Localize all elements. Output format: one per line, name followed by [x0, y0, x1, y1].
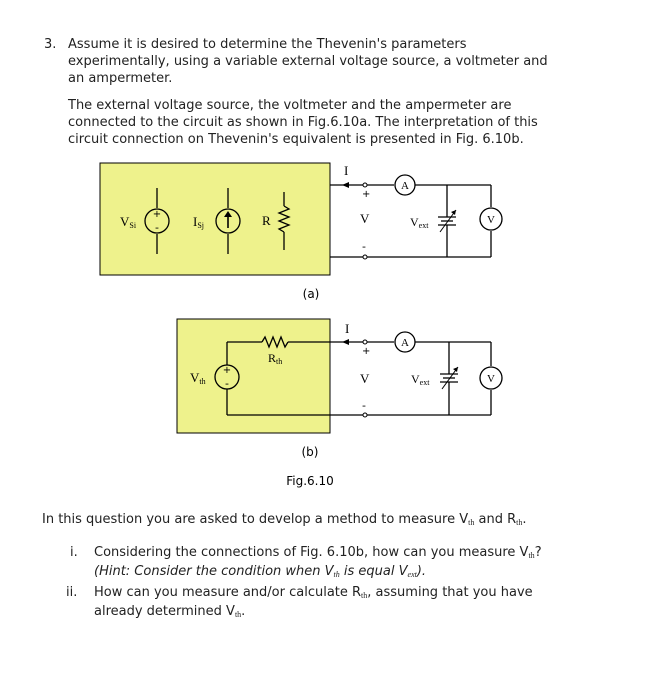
current-label-a: I	[344, 163, 349, 178]
figure-b-circuit	[0, 310, 654, 490]
circuit-box-b	[177, 319, 330, 433]
svg-text:+: +	[152, 209, 162, 220]
item-i-hint: (Hint: Consider the condition when $V_{th}$ is equal $V_{ext}$).	[94, 564, 427, 579]
svg-text:A: A	[401, 337, 409, 349]
circuit-box-a	[100, 163, 330, 275]
svg-text:-: -	[225, 377, 229, 390]
question-line-1: Assume it is desired to determine the Thevenin's parameters	[68, 37, 467, 52]
vsi-label: VSi	[120, 214, 137, 230]
paragraph-2-line-2: connected to the circuit as shown in Fig.6.10a. The interpretation of this	[68, 115, 538, 130]
current-label-b: I	[345, 321, 350, 336]
item-i-number: i.	[70, 545, 78, 560]
paragraph-2-line-1: The external voltage source, the voltmeter and the ampermeter are	[68, 98, 512, 113]
caption-a: (a)	[302, 287, 320, 301]
svg-text:-: -	[362, 240, 366, 253]
figure-caption: Fig.6.10	[286, 474, 334, 488]
svg-text:V: V	[487, 214, 495, 226]
svg-text:V: V	[487, 373, 495, 385]
svg-text:+: +	[362, 189, 371, 200]
question-number: 3.	[44, 37, 57, 52]
voltage-label-b: V	[360, 371, 370, 386]
svg-text:-: -	[362, 399, 366, 412]
svg-text:+: +	[222, 365, 232, 376]
task-intro: In this question you are asked to develop a method to measure $V_{th}$ and $R_{th}$.	[42, 512, 527, 527]
vext-label-a: Vext	[410, 215, 429, 230]
svg-text:A: A	[401, 180, 409, 192]
r-label: R	[262, 213, 271, 228]
vext-label-b: Vext	[411, 372, 430, 387]
voltage-label-a: V	[360, 211, 370, 226]
question-line-3: an ampermeter.	[68, 71, 173, 86]
item-ii-text-2: already determined $V_{th}$.	[94, 604, 246, 619]
item-i-text: Considering the connections of Fig. 6.10b, how can you measure $V_{th}$?	[94, 545, 542, 560]
svg-text:-: -	[155, 221, 159, 234]
rth-label: Rth	[268, 351, 283, 366]
vth-label: Vth	[190, 370, 206, 386]
question-line-2: experimentally, using a variable external voltage source, a voltmeter and	[68, 54, 548, 69]
isj-label: ISj	[193, 214, 205, 230]
paragraph-2-line-3: circuit connection on Thevenin's equivalent is presented in Fig. 6.10b.	[68, 132, 524, 147]
item-ii-text-1: How can you measure and/or calculate $R_{th}$, assuming that you have	[94, 585, 533, 600]
figure-a-circuit	[0, 0, 654, 310]
caption-b: (b)	[301, 445, 319, 459]
svg-text:+: +	[362, 346, 371, 357]
item-ii-number: ii.	[66, 585, 78, 600]
